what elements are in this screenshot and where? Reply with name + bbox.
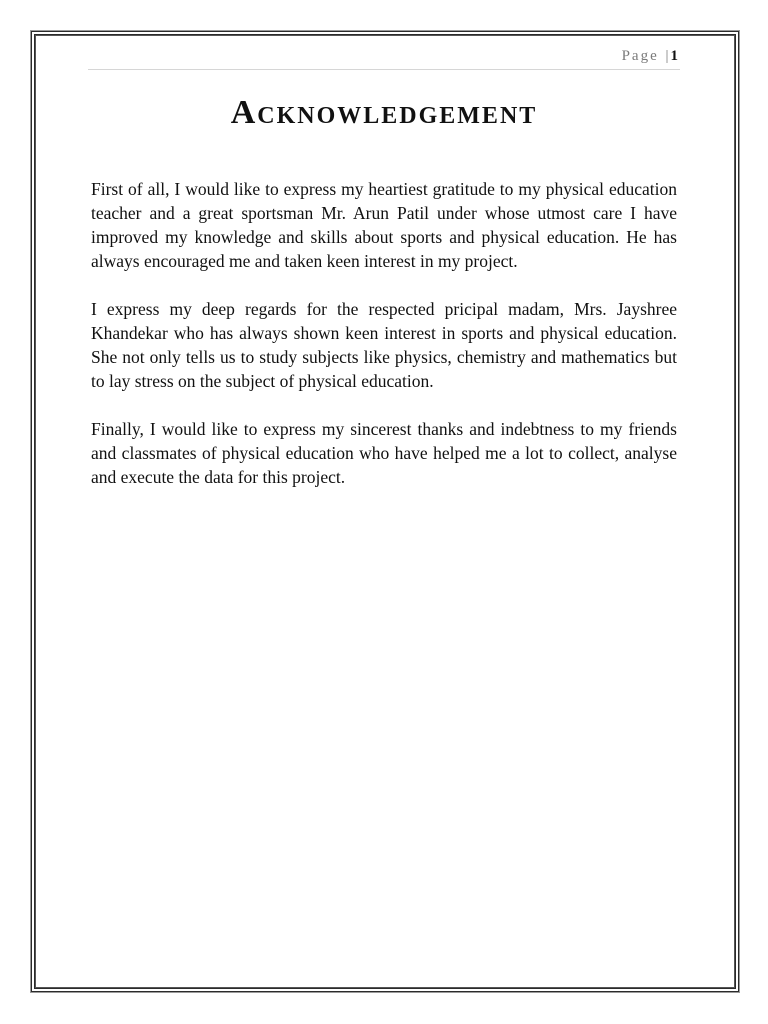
page-label: Page bbox=[621, 48, 659, 64]
paragraph-3: Finally, I would like to express my sincerest thanks and indebtness to my friends and classmates of physical education who have helped me a lot to collect, analyse and execute the data for this project. bbox=[91, 419, 677, 487]
paragraph-2: I express my deep regards for the respected pricipal madam, Mrs. Jayshree Khandekar who has always shown keen interest in sports and physical education. She not only tells us to study subjects like physics, chemistry and mathematics but to lay stress on the subject of physical education. bbox=[91, 299, 677, 391]
page-number: 1 bbox=[670, 48, 678, 64]
page-header bbox=[88, 45, 680, 70]
page-separator: | bbox=[665, 48, 669, 64]
document-title: Acknowledgement bbox=[230, 94, 538, 131]
paragraph-1: First of all, I would like to express my heartiest gratitude to my physical education teacher and a great sportsman Mr. Arun Patil under whose utmost care I have improved my knowledge and skills about sports and physical education. He has always encouraged me and taken keen interest in my project. bbox=[91, 179, 677, 271]
document-body bbox=[91, 177, 677, 513]
page-number-label bbox=[622, 48, 678, 65]
